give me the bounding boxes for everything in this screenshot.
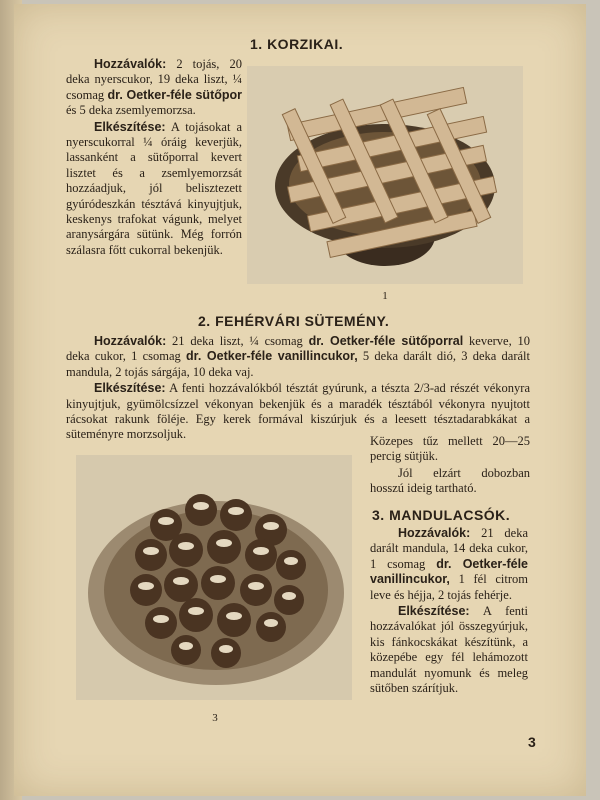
recipe-3-text bbox=[370, 526, 528, 697]
recipe-2-ingredients: Hozzávalók: 21 deka liszt, ¼ csomag dr. Oetker-féle sütőporral keverve, 10 deka cukor, 1 csomag dr. Oetker-féle vanillincukor, 5 deka darált dió, 3 deka darált mandula, 2 tojás sárgája, 10 deka vaj. bbox=[66, 334, 530, 379]
recipe-2-text bbox=[66, 334, 530, 444]
recipe-3-ingredients: Hozzávalók: 21 deka darált mandula, 14 deka cukor, 1 csomag dr. Oetker-féle vanillincukor, 1 fél citrom leve és héjja, 2 tojás fehérje. bbox=[370, 526, 528, 602]
recipe-2-baking: Közepes tűz mellett 20—25 percig sütjük. bbox=[370, 434, 530, 464]
photo-mandulacsok bbox=[76, 455, 352, 700]
recipe-2-tail bbox=[370, 434, 530, 498]
photo-3-caption: 3 bbox=[212, 712, 218, 724]
recipe-3-method: Elkészítése: A fenti hozzávalókat jól összegyúrjuk, kis fánkocskákat készítünk, a közepébe egy fél lehámozott mandulát nyomunk és meleg sütőben szárítjuk. bbox=[370, 604, 528, 696]
recipe-2-method: Elkészítése: A fenti hozzávalókból tésztát gyúrunk, a tészta 2/3-ad részét vékonyra kinyujtjuk, gyümölcsízzel vékonyan bekenjük és a maradék tésztából vékonyra nyujtott rácsokat rakunk föléje. Egy kerek formával kiszúrjuk és a leesett tésztadarabkákat a süteményre morzsoljuk. bbox=[66, 381, 530, 442]
photo-korzikai bbox=[247, 66, 523, 284]
photo-1-caption: 1 bbox=[382, 290, 388, 302]
recipe-1-ingredients: Hozzávalók: 2 tojás, 20 deka nyerscukor, 19 deka liszt, ¼ csomag dr. Oetker-féle sütőpor és 5 deka zsemlyemorzsa. bbox=[66, 57, 243, 118]
recipe-1-text bbox=[66, 57, 242, 259]
recipe-2-storage: Jól elzárt dobozban hosszú ideig tartható. bbox=[370, 465, 530, 496]
page-number: 3 bbox=[528, 734, 536, 750]
recipe-2-heading: 2. FEHÉRVÁRI SÜTEMÉNY. bbox=[198, 313, 390, 329]
recipe-1-heading: 1. KORZIKAI. bbox=[250, 36, 344, 52]
recipe-1-method: Elkészítése: A tojásokat a nyerscukorral ¼ óráig keverjük, lassanként a sütőporral kevert lisztet és a zsemlyemorzsát hozzáadjuk, jól belisztezett gyúródeszkán tésztává kinyujtjuk, keskenys trafokat vágunk, melyet aranysárgára sütünk. Még forrón szálasra főtt cukorral bekenjük. bbox=[66, 119, 242, 257]
recipe-3-heading: 3. MANDULACSÓK. bbox=[372, 507, 511, 523]
